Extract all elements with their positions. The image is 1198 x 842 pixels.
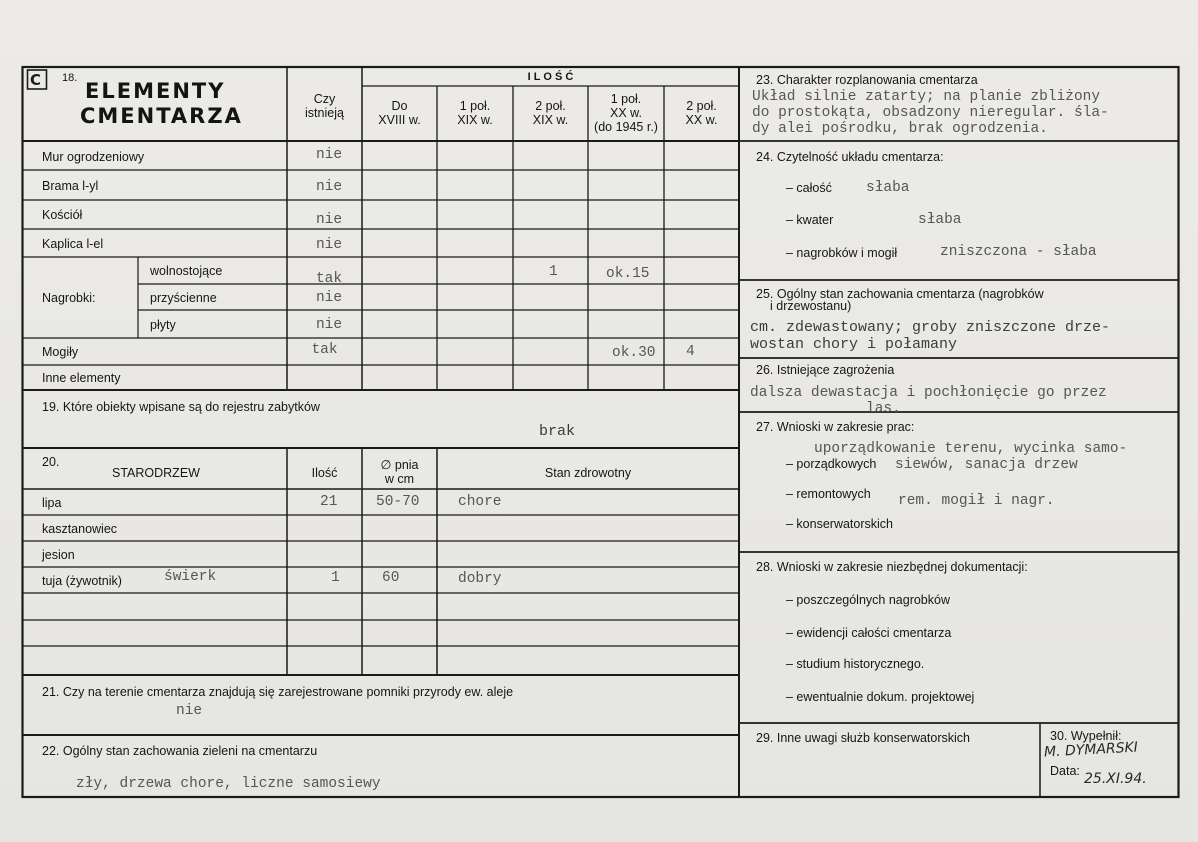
s27-order-label: – porządkowych — [786, 457, 877, 471]
s30-date-label: Data: — [1050, 764, 1080, 778]
s25-label-line1: 25. Ogólny stan zachowania cmentarza (nagrobków — [756, 287, 1044, 301]
tree-name-3: jesion — [42, 548, 75, 562]
s24-whole-value: słaba — [866, 180, 910, 196]
row-label-plyty: płyty — [150, 318, 176, 332]
tree-name-1: lipa — [42, 496, 62, 510]
value-wolnostojace-exists: tak — [315, 271, 343, 287]
ilosc-header: I L O Ś Ć — [527, 71, 574, 83]
col-period-3: 2 poł. XIX w. — [532, 99, 569, 127]
s20-number: 20. — [42, 455, 60, 469]
tree-count-4: 1 — [331, 570, 340, 586]
s25-line2: wostan chory i połamany — [750, 336, 958, 353]
row-label-kosciol: Kościół — [42, 208, 83, 222]
tree-name-2: kasztanowiec — [42, 522, 118, 536]
s28-item-3: – studium historycznego. — [786, 657, 925, 671]
s28-item-1: – poszczególnych nagrobków — [786, 593, 950, 607]
s30-filled-by-name: M. DYMARSKI — [1043, 739, 1139, 761]
s24-quarters-label: – kwater — [786, 213, 834, 227]
row-label-inne: Inne elementy — [42, 371, 121, 385]
value-przyscienne-exists: nie — [315, 290, 343, 306]
value-mogily-p4: ok.30 — [612, 345, 656, 361]
row-label-brama: Brama l-yl — [42, 179, 99, 193]
s24-whole-label: – całość — [786, 181, 832, 195]
tree-count-1: 21 — [320, 494, 338, 510]
s26-line2: las. — [866, 401, 901, 417]
s30-label: 30. Wypełnił: — [1050, 729, 1122, 743]
s29-label: 29. Inne uwagi służb konserwatorskich — [756, 731, 971, 745]
tree-name-4: tuja (żywotnik) — [42, 574, 122, 588]
s24-graves-label: – nagrobków i mogił — [786, 246, 898, 260]
col-period-5: 2 poł. XX w. — [685, 99, 718, 127]
s20-title: STARODRZEW — [112, 466, 200, 480]
s28-item-2: – ewidencji całości cmentarza — [786, 626, 952, 640]
value-kosciol-exists: nie — [315, 212, 343, 228]
s25-line1: cm. zdewastowany; groby zniszczone drze- — [750, 319, 1111, 336]
s23-label: 23. Charakter rozplanowania cmentarza — [756, 73, 978, 87]
row-label-wolnostojace: wolnostojące — [150, 264, 223, 278]
s23-line3: dy alei pośrodku, brak ogrodzenia. — [752, 121, 1048, 137]
tree-health-4: dobry — [458, 571, 502, 587]
value-mogily-exists: tak — [311, 342, 338, 358]
s27-order-line1: uporządkowanie terenu, wycinka samo- — [814, 441, 1128, 457]
s27-repair-value: rem. mogił i nagr. — [898, 493, 1055, 509]
s18-title-line2: CMENTARZA — [80, 104, 243, 128]
col-count-header: Ilość — [311, 466, 338, 480]
col-diam-header: ∅ pnia w cm — [380, 458, 419, 486]
value-kaplica-exists: nie — [315, 237, 343, 253]
s27-conserv-label: – konserwatorskich — [786, 517, 893, 531]
s27-order-line2: siewów, sanacja drzew — [895, 457, 1078, 473]
s18-number: 18. — [62, 72, 78, 84]
value-plyty-exists: nie — [315, 317, 343, 333]
col-health-header: Stan zdrowotny — [544, 466, 632, 480]
s27-label: 27. Wnioski w zakresie prac: — [756, 420, 915, 434]
tree-diam-1: 50-70 — [376, 494, 420, 510]
col-period-1: Do XVIII w. — [378, 99, 421, 127]
tree-health-1: chore — [458, 494, 502, 510]
tree-diam-4: 60 — [382, 570, 400, 586]
value-mogily-p5: 4 — [686, 344, 695, 360]
s21-label: 21. Czy na terenie cmentarza znajdują się zarejestrowane pomniki przyrody ew. aleje — [42, 685, 514, 699]
s21-answer: nie — [176, 703, 203, 719]
row-label-mur: Mur ogrodzeniowy — [42, 150, 145, 164]
s23-line1: Układ silnie zatarty; na planie zbliżony — [752, 89, 1101, 105]
s24-label: 24. Czytelność układu cmentarza: — [756, 150, 944, 164]
col-period-2: 1 poł. XIX w. — [457, 99, 493, 127]
section-letter: C — [30, 71, 42, 89]
value-brama-exists: nie — [315, 179, 343, 195]
tree-extra-4: świerk — [164, 569, 217, 585]
s28-label: 28. Wnioski w zakresie niezbędnej dokumentacji: — [756, 560, 1028, 574]
row-label-kaplica: Kaplica l-el — [42, 237, 104, 251]
s24-graves-value: zniszczona - słaba — [940, 244, 1097, 260]
s28-item-4: – ewentualnie dokum. projektowej — [786, 690, 975, 704]
value-wolnostojace-p4: ok.15 — [606, 266, 650, 282]
s27-repair-label: – remontowych — [786, 487, 871, 501]
row-label-przyscienne: przyścienne — [150, 291, 217, 305]
value-wolnostojace-p3: 1 — [549, 264, 558, 280]
col-exists-header: Czy istnieją — [305, 92, 344, 120]
s22-label: 22. Ogólny stan zachowania zieleni na cmentarzu — [42, 744, 318, 758]
s19-answer: brak — [539, 423, 576, 440]
s30-date: 25.XI.94. — [1084, 771, 1147, 787]
row-label-mogily: Mogiły — [42, 345, 79, 359]
s22-answer: zły, drzewa chore, liczne samosiewy — [76, 776, 381, 792]
value-mur-exists: nie — [315, 147, 343, 163]
s24-quarters-value: słaba — [918, 212, 962, 228]
s26-label: 26. Istniejące zagrożenia — [756, 363, 895, 377]
row-label-nagrobki: Nagrobki: — [42, 291, 96, 305]
s19-label: 19. Które obiekty wpisane są do rejestru zabytków — [42, 400, 320, 414]
s26-line1: dalsza dewastacja i pochłonięcie go przez — [750, 385, 1107, 401]
s18-title-line1: ELEMENTY — [85, 79, 226, 103]
s25-label-line2: i drzewostanu) — [770, 299, 852, 313]
col-period-4: 1 poł. XX w. (do 1945 r.) — [594, 92, 658, 134]
s23-line2: do prostokąta, obsadzony nieregular. śla- — [752, 105, 1109, 121]
